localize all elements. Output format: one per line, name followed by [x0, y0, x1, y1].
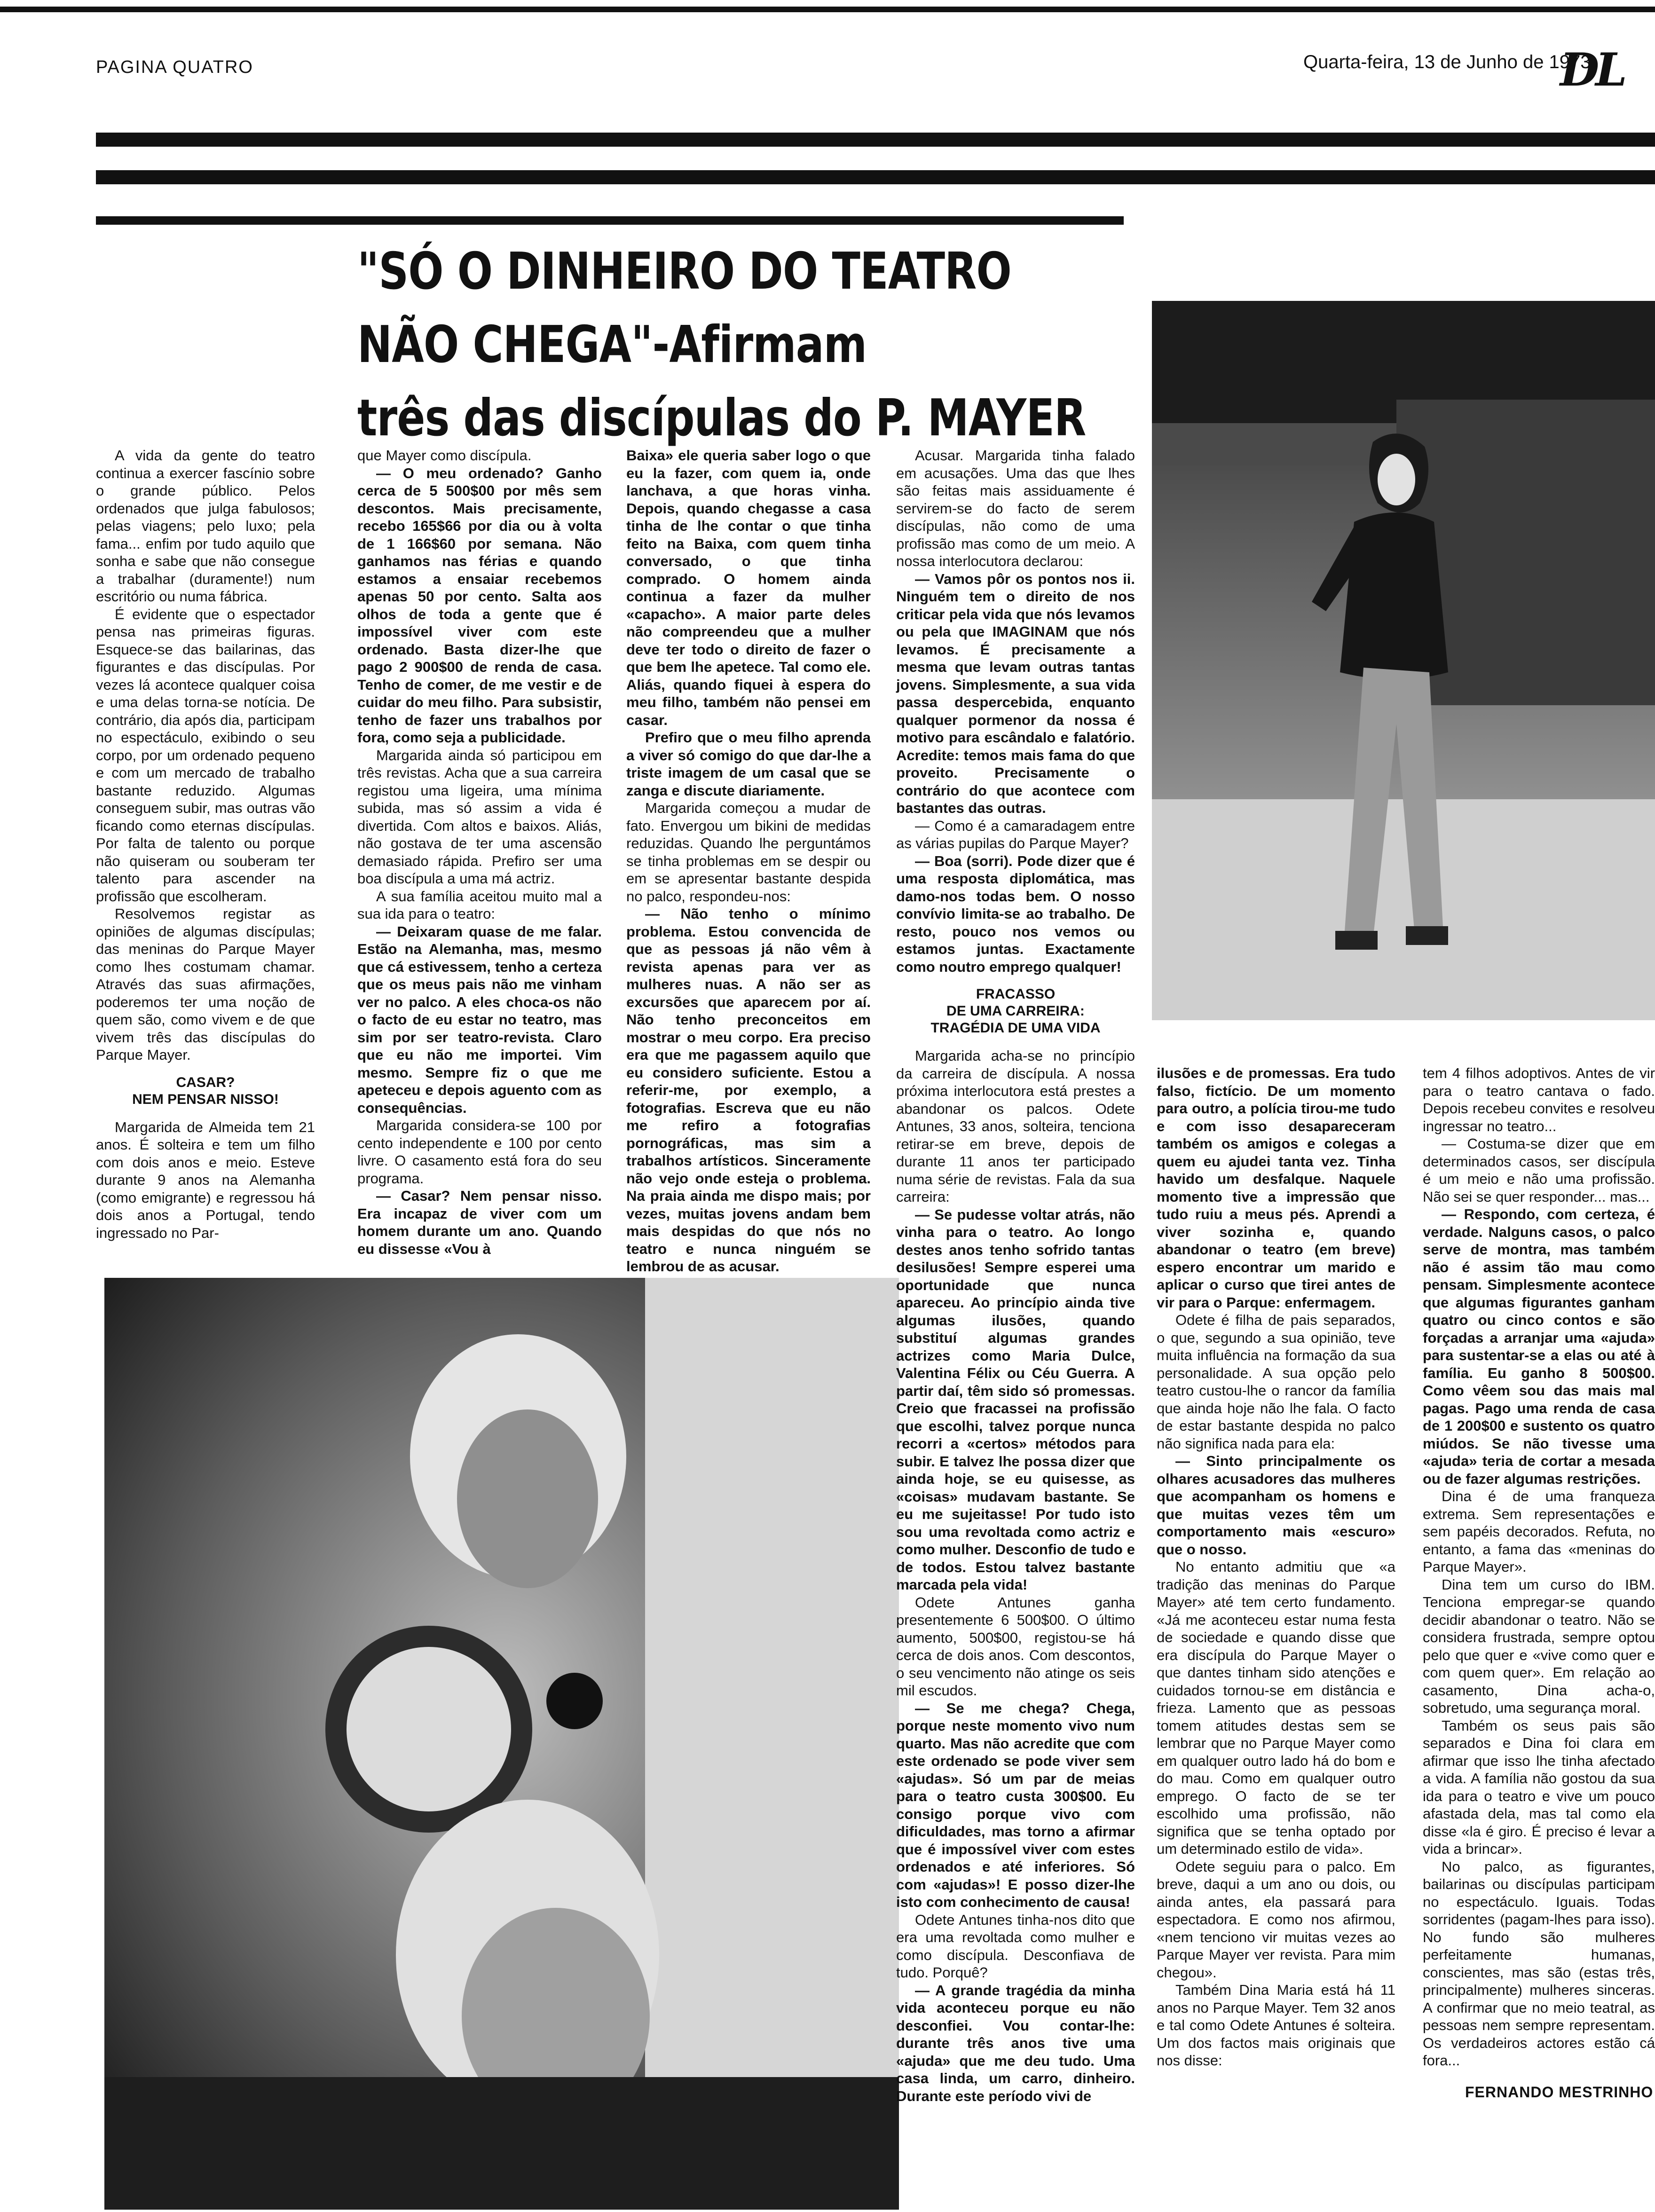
photo-woman-walking [1152, 301, 1655, 1020]
subheading-line-2: NEM PENSAR NISSO! [132, 1091, 279, 1107]
header-band-1 [96, 133, 1655, 147]
headline-rule [96, 216, 1124, 225]
paragraph: — Como é a camaradagem entre as várias pupilas do Parque Mayer? [896, 817, 1135, 851]
article-column-5 [1157, 1064, 1395, 2210]
photo-woman-walking-image [1152, 301, 1655, 1020]
paragraph: Também Dina Maria está há 11 anos no Parque Mayer. Tem 32 anos e tal como Odete Antunes é solteira. Um dos factos mais originais que nos disse: [1157, 1982, 1395, 2069]
paragraph: Odete Antunes tinha-nos dito que era uma revoltada como mulher e como discípula. Desconfiava de tudo. Porquê? [896, 1911, 1135, 1981]
paragraph: — Respondo, com certeza, é verdade. Nalguns casos, o palco serve de montra, mas também não é assim tão mau como pensam. Simplesmente acontece que algumas figurantes ganham quatro ou cinco contos e são forçadas a arranjar uma «ajuda» para sustentar-se a elas ou até à família. Eu ganho 8 500$00. Como vêem sou das mais mal pagas. Pago uma renda de casa de 1 200$00 e sustento os quatro miúdos. Se não tivesse uma «ajuda» teria de cortar a mesada ou de fazer algumas restrições. [1423, 1206, 1655, 1487]
paragraph: No palco, as figurantes, bailarinas ou discípulas participam no espectáculo. Iguais. Todas sorridentes (pagam-lhes para isso). No fundo são mulheres perfeitamente humanas, conscientes, mas são (estas três, principalmente) mulheres sinceras. A confirmar que no meio teatral, as pessoas nem sempre representam. Os verdadeiros actores estão cá fora... [1423, 1858, 1655, 2069]
paragraph: Margarida ainda só participou em três revistas. Acha que a sua carreira registou uma ligeira, uma mínima subida, mas só assim a vida é divertida. Com altos e baixos. Aliás, não gostava de ter uma ascensão demasiado rápida. Prefiro ser uma boa discípula a uma má actriz. [357, 747, 602, 887]
subheading-line-1: CASAR? [176, 1074, 235, 1090]
paragraph: — Não tenho o mínimo problema. Estou convencida de que as pessoas já não vêm à revista apenas para ver as mulheres nuas. A não ser as excursões que aparecem por aí. Não tenho preconceitos em mostrar o meu corpo. Era preciso era que me pagassem aquilo que eu considero suficiente. Estou a referir-me, por exemplo, a fotografias. Escreva que eu não me refiro a fotografias pornográficas, mas sim a trabalhos artísticos. Sinceramente não vejo onde esteja o problema. Na praia ainda me dispo mais; por vezes, muitas jovens andam bem mais despidas do que nós no teatro e nunca ninguém se lembrou de as acusar. [626, 905, 871, 1275]
headline-line-3: três das discípulas do P. MAYER [357, 389, 1086, 448]
paragraph: Odete Antunes ganha presentemente 6 500$00. O último aumento, 500$00, registou-se há cerca de dois anos. Com descontos, o seu vencimento não atinge os seis mil escudos. [896, 1594, 1135, 1699]
paragraph: — Se pudesse voltar atrás, não vinha para o teatro. Ao longo destes anos tenho sofrido tantas desilusões! Sempre esperei uma oportunidade que nunca apareceu. Ao princípio ainda tive algumas ilusões, quando substituí algumas grandes actrizes como Maria Dulce, Valentina Félix ou Céu Guerra. A partir daí, têm sido só promessas. Creio que fracassei na profissão que escolhi, talvez porque nunca recorri a «certos» métodos para subir. E talvez lhe possa dizer que ainda hoje, se eu quisesse, as «coisas» mudavam bastante. Se eu me sujeitasse! Por tudo isto sou uma revoltada como actriz e como mulher. Desconfio de tudo e de todos. Estou talvez bastante marcada pela vida! [896, 1206, 1135, 1593]
paragraph: Acusar. Margarida tinha falado em acusações. Uma das que lhes são feitas mais assiduamente é servirem-se do facto de serem discípulas, não como de uma profissão mas como de um meio. A nossa interlocutora declarou: [896, 447, 1135, 569]
page-section-label: PAGINA QUATRO [96, 57, 253, 77]
subheading-line-1: FRACASSO [976, 986, 1056, 1002]
article-column-4 [896, 447, 1135, 2210]
paragraph: Baixa» ele queria saber logo o que eu la fazer, com quem ia, onde lanchava, a que horas vinha. Depois, quando chegasse a casa tinha de lhe contar o que tinha feito na Baixa, com quem tinha conversado, o que tinha comprado. O homem ainda continua a fazer da mulher «capacho». A maior parte deles não compreendeu que a mulher deve ter todo o direito de fazer o que bem lhe apetece. Tal como ele. Aliás, quando fiquei à espera do meu filho, também não pensei em casar. [626, 447, 871, 728]
paragraph: Resolvemos registar as opiniões de algumas discípulas; das meninas do Parque Mayer como lhes costumam chamar. Através das suas afirmações, poderemos ter uma noção de quem são, como vivem e de que vivem três das discípulas do Parque Mayer. [96, 905, 315, 1063]
paragraph: A sua família aceitou muito mal a sua ida para o teatro: [357, 888, 602, 922]
page-date: Quarta-feira, 13 de Junho de 1973 [1303, 52, 1591, 72]
paragraph: — Deixaram quase de me falar. Estão na Alemanha, mas, mesmo que cá estivessem, tenho a certeza que os meus pais não me vinham ver no palco. A eles choca-os não o facto de eu estar no teatro, mas sim por ser teatro-revista. Claro que eu não me importei. Vim mesmo. Sempre fiz o que me apeteceu e depois aguento com as consequências. [357, 923, 602, 1116]
headline-line-1: "SÓ O DINHEIRO DO TEATRO [357, 242, 1012, 301]
paragraph: Margarida começou a mudar de fato. Envergou um bikini de medidas reduzidas. Quando lhe perguntámos se tinha problemas em se despir ou em se apresentar bastante despida no palco, respondeu-nos: [626, 800, 871, 905]
paragraph: — Costuma-se dizer que em determinados casos, ser discípula é um meio e não uma profissão. Não sei se quer responder... mas... [1423, 1135, 1655, 1205]
top-rule [0, 7, 1655, 12]
paragraph: Dina tem um curso do IBM. Tenciona empregar-se quando decidir abandonar o teatro. Não se considera frustrada, sempre optou pelo que quer e «vive como quer e com quem quer». Em relação ao casamento, Dina acha-o, sobretudo, uma segurança moral. [1423, 1576, 1655, 1716]
paragraph: Também os seus pais são separados e Dina foi clara em afirmar que isso lhe tinha afectado a vida. A família não gostou da sua ida para o teatro e vive um pouco afastada dela, mas tal como ela disse «la é giro. É preciso é levar a vida a brincar». [1423, 1717, 1655, 1857]
paragraph: — A grande tragédia da minha vida aconteceu porque eu não desconfiei. Vou contar-lhe: durante três anos tive uma «ajuda» que me deu tudo. Uma casa linda, um carro, dinheiro. Durante este período vivi de [896, 1982, 1135, 2104]
article-headline [357, 235, 1086, 455]
masthead-logo: DL [1560, 43, 1623, 96]
article-column-6 [1423, 1064, 1655, 2210]
paragraph: que Mayer como discípula. [357, 447, 532, 464]
subheading [96, 1074, 315, 1108]
paragraph: No entanto admitiu que «a tradição das meninas do Parque Mayer» até tem certo fundamento. «Já me aconteceu estar numa festa de sociedade e quando disse que era discípula do Parque Mayer o que dantes tinham sido atenções e cuidados tornou-se em distância e frieza. Lamento que as pessoas tomem atitudes destas sem se lembrar que no Parque Mayer como em qualquer outro lado há do bom e do mau. Como em qualquer outro emprego. O facto de se ter escolhido uma profissão, não significa que se tenha optado por um determinado estilo de vida». [1157, 1559, 1395, 1857]
paragraph: tem 4 filhos adoptivos. Antes de vir para o teatro cantava o fado. Depois recebeu convites e resolveu ingressar no teatro... [1423, 1065, 1655, 1134]
article-column-3 [626, 447, 871, 1275]
article-column-2 [357, 447, 602, 1257]
paragraph: — Se me chega? Chega, porque neste momento vivo num quarto. Mas não acredite que com este ordenado se pode viver sem «ajudas». Só um par de meias para o teatro custa 300$00. Eu consigo porque vivo com dificuldades, mas torno a afirmar que é impossível viver com estes ordenados e até inferiores. Só com «ajudas»! E posso dizer-lhe isto com conhecimento de causa! [896, 1700, 1135, 1910]
subheading-line-2: DE UMA CARREIRA: [946, 1003, 1085, 1019]
paragraph: É evidente que o espectador pensa nas primeiras figuras. Esquece-se das bailarinas, das figurantes e das discípulas. Por vezes lá acontece qualquer coisa e uma delas torna-se notícia. De contrário, dia após dia, participam no espectáculo, exibindo o seu corpo, por um ordenado pequeno e com um mercado de trabalho bastante reduzido. Algumas conseguem subir, mas outras vão ficando como eternas discípulas. Por falta de talento ou porque não quiseram ou souberam ter talento para ascender na profissão que escolheram. [96, 606, 315, 905]
photo-mirror-makeup [104, 1278, 899, 2210]
subheading [896, 986, 1135, 1037]
header-band-2 [96, 170, 1655, 184]
paragraph: Prefiro que o meu filho aprenda a viver só comigo do que dar-lhe a triste imagem de um casal que se zanga e discute diariamente. [626, 729, 871, 799]
paragraph: Dina é de uma franqueza extrema. Sem representações e sem papéis decorados. Refuta, no entanto, a fama das «meninas do Parque Mayer». [1423, 1488, 1655, 1575]
paragraph: — O meu ordenado? Ganho cerca de 5 500$00 por mês sem descontos. Mais precisamente, recebo 165$66 por dia ou à volta de 1 166$60 por semana. Não ganhamos nas férias e quando estamos a ensaiar recebemos apenas 50 por cento. Salta aos olhos de toda a gente que é impossível viver com este ordenado. Basta dizer-lhe que pago 2 900$00 de renda de casa. Tenho de comer, de me vestir e de cuidar do meu filho. Para subsistir, tenho de fazer uns trabalhos por fora, como seja a publicidade. [357, 464, 602, 746]
paragraph: — Casar? Nem pensar nisso. Era incapaz de viver com um homem durante um ano. Quando eu dissesse «Vou à [357, 1188, 602, 1257]
article-column-1 [96, 447, 315, 1241]
headline-line-2: NÃO CHEGA"-Afirmam [357, 315, 867, 374]
author-signature: FERNANDO MESTRINHO [1465, 2083, 1654, 2101]
paragraph: — Vamos pôr os pontos nos ii. Ninguém tem o direito de nos criticar pela vida que nós levamos ou pela que IMAGINAM que nós levamos. É precisamente a mesma que levam outras tantas jovens. Simplesmente, a sua vida passa despercebida, enquanto qualquer pormenor da nossa é motivo para escândalo e falatório. Acredite: temos mais fama do que proveito. Precisamente o contrário do que acontece com bastantes das outras. [896, 570, 1135, 816]
paragraph: — Boa (sorri). Pode dizer que é uma resposta diplomática, mas damo-nos todas bem. O nosso convívio limita-se ao trabalho. De resto, pouco nos vemos ou estamos juntas. Exactamente como noutro emprego qualquer! [896, 852, 1135, 975]
photo-mirror-makeup-image [104, 1278, 899, 2210]
paragraph: A vida da gente do teatro continua a exercer fascínio sobre o grande público. Pelos ordenados que julga fabulosos; pelas viagens; pelo luxo; pela fama... enfim por tudo aquilo que sonha e sabe que não consegue a trabalhar (duramente!) num escritório ou numa fábrica. [96, 447, 315, 605]
paragraph: ilusões e de promessas. Era tudo falso, fictício. De um momento para outro, a polícia tirou-me tudo e com isso desapareceram também os amigos e colegas a quem eu ajudei tanta vez. Tinha havido um desfalque. Naquele momento tive a impressão que tudo ruiu a meus pés. Aprendi a viver sozinha e, quando abandonar o teatro (em breve) espero encontrar um marido e aplicar o curso que tirei antes de vir para o Parque: enfermagem. [1157, 1065, 1395, 1311]
paragraph: — Sinto principalmente os olhares acusadores das mulheres que acompanham os homens e que muitas vezes têm um comportamento mais «escuro» que o nosso. [1157, 1453, 1395, 1558]
paragraph: Margarida acha-se no princípio da carreira de discípula. A nossa próxima interlocutora está prestes a abandonar os palcos. Odete Antunes, 33 anos, solteira, tenciona retirar-se em breve, depois de durante 11 anos ter participado numa série de revistas. Fala da sua carreira: [896, 1047, 1135, 1205]
subheading-line-3: TRAGÉDIA DE UMA VIDA [930, 1020, 1101, 1036]
paragraph: Odete é filha de pais separados, o que, segundo a sua opinião, teve muita influência na formação da sua personalidade. A sua opção pelo teatro custou-lhe o rancor da família que ainda hoje não lhe fala. O facto de estar bastante despida no palco não significa nada para ela: [1157, 1312, 1395, 1452]
paragraph: Margarida considera-se 100 por cento independente e 100 por cento livre. O casamento está fora do seu programa. [357, 1117, 602, 1187]
paragraph: Margarida de Almeida tem 21 anos. É solteira e tem um filho com dois anos e meio. Esteve durante 9 anos na Alemanha (como emigrante) e regressou há dois anos a Portugal, tendo ingressado no Par- [96, 1118, 315, 1241]
paragraph: Odete seguiu para o palco. Em breve, daqui a um ano ou dois, ou ainda antes, ela passará para espectadora. E como nos afirmou, «nem tenciono vir muitas vezes ao Parque Mayer ver revista. Para mim chegou». [1157, 1858, 1395, 1981]
